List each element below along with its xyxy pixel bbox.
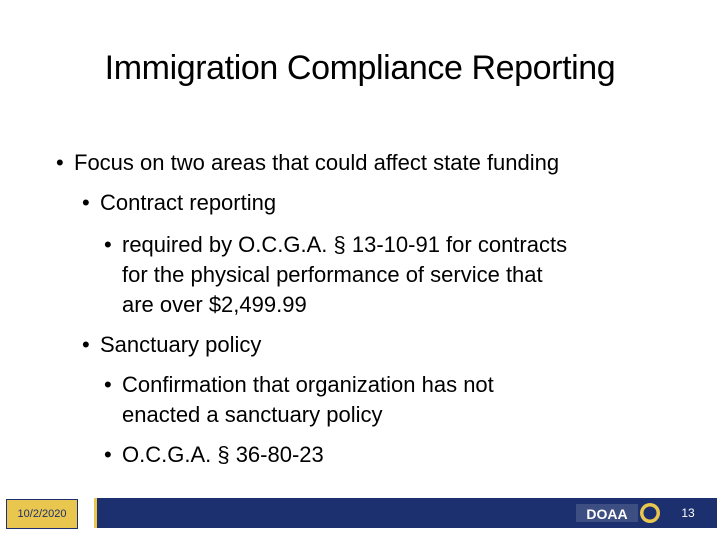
slide-title: Immigration Compliance Reporting xyxy=(104,49,616,87)
bullet-glyph: • xyxy=(104,372,112,397)
footer-date: 10/2/2020 xyxy=(6,499,78,529)
bullet-item xyxy=(104,440,324,470)
bullet-item xyxy=(104,230,568,260)
bullet-text: Sanctuary policy xyxy=(100,332,262,357)
bullet-item xyxy=(82,330,262,360)
bullet-item xyxy=(82,188,277,218)
bullet-glyph: • xyxy=(82,190,90,215)
bullet-text: enacted a sanctuary policy xyxy=(122,402,383,427)
bullet-item xyxy=(56,148,560,178)
doaa-logo xyxy=(574,500,662,526)
bullet-continuation xyxy=(122,400,383,430)
bullet-text: Confirmation that organization has not xyxy=(122,372,494,397)
bullet-text: O.C.G.A. § 36-80-23 xyxy=(122,442,324,467)
bullet-continuation xyxy=(122,290,307,320)
page-number: 13 xyxy=(681,506,695,520)
logo-text: DOAA xyxy=(586,506,628,522)
bullet-glyph: • xyxy=(104,232,112,257)
bullet-glyph: • xyxy=(104,442,112,467)
bullet-text: are over $2,499.99 xyxy=(122,292,307,317)
bullet-item xyxy=(104,370,494,400)
bullet-text: required by O.C.G.A. § 13-10-91 for contracts xyxy=(122,232,568,257)
bullet-continuation xyxy=(122,260,543,290)
bullet-text: Contract reporting xyxy=(100,190,277,215)
bullet-text: for the physical performance of service that xyxy=(122,262,543,287)
bullet-glyph: • xyxy=(56,150,64,175)
bullet-glyph: • xyxy=(82,332,90,357)
bullet-text: Focus on two areas that could affect state funding xyxy=(74,150,560,175)
seal-inner-icon xyxy=(644,507,657,520)
